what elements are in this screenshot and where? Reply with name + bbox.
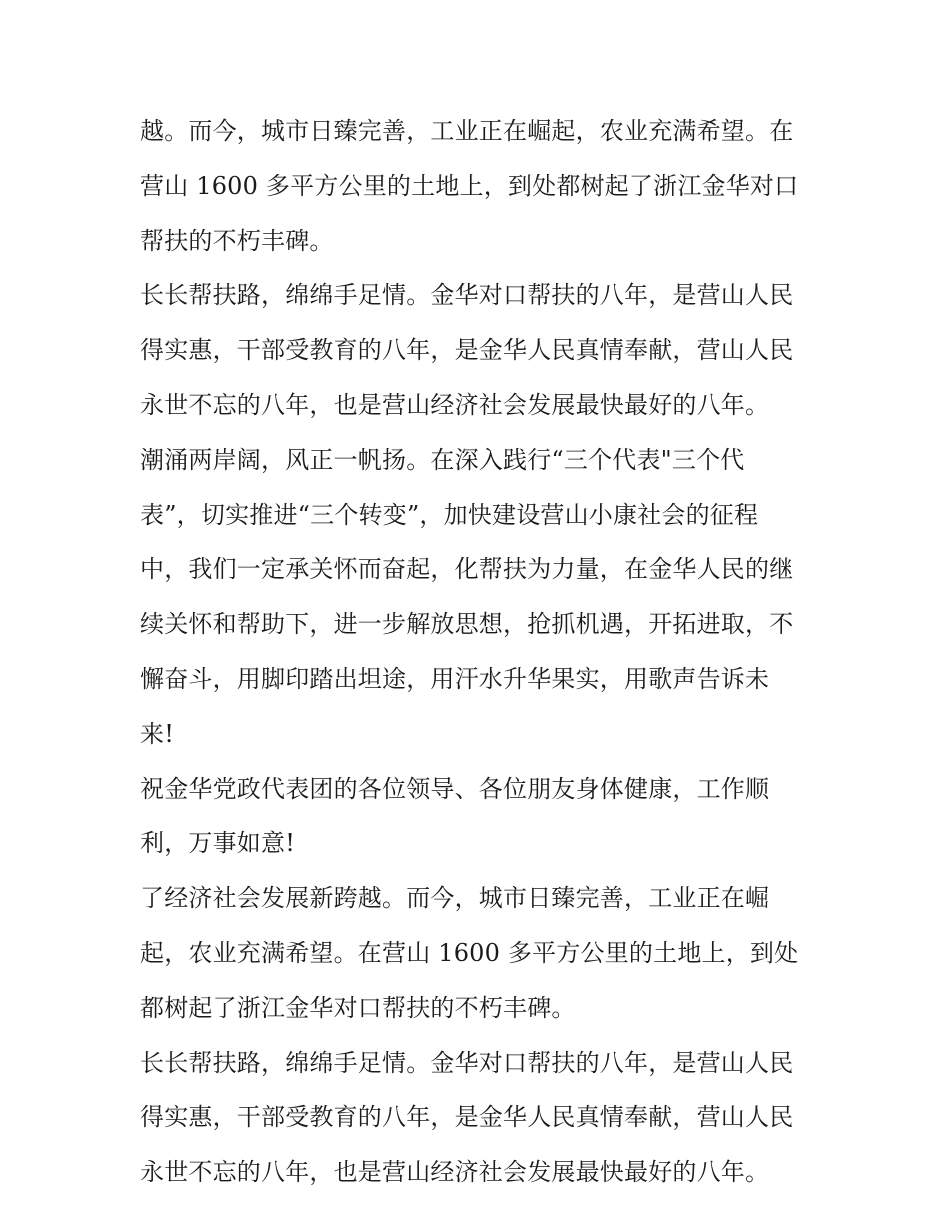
text-line: 利，万事如意! <box>140 829 296 858</box>
text-line: 来! <box>140 719 175 748</box>
text-line: 得实惠，干部受教育的八年，是金华人民真情奉献，营山人民 <box>140 1103 794 1132</box>
body-text <box>140 104 820 1200</box>
text-line: 潮涌两岸阔，风正一帆扬。在深入践行“三个代表"三个代 <box>140 445 745 474</box>
text-line: 了经济社会发展新跨越。而今，城市日臻完善，工业正在崛 <box>140 884 770 913</box>
text-line: 营山 1600 多平方公里的土地上，到处都树起了浙江金华对口 <box>140 171 799 200</box>
text-line: 长长帮扶路，绵绵手足情。金华对口帮扶的八年，是营山人民 <box>140 281 794 310</box>
text-line: 表”，切实推进“三个转变”，加快建设营山小康社会的征程 <box>140 500 759 529</box>
text-line: 永世不忘的八年，也是营山经济社会发展最快最好的八年。 <box>140 1158 770 1187</box>
text-line: 都树起了浙江金华对口帮扶的不朽丰碑。 <box>140 993 576 1022</box>
text-line: 永世不忘的八年，也是营山经济社会发展最快最好的八年。 <box>140 390 770 419</box>
text-line: 帮扶的不朽丰碑。 <box>140 226 334 255</box>
text-line: 祝金华党政代表团的各位领导、各位朋友身体健康，工作顺 <box>140 774 770 803</box>
text-line: 长长帮扶路，绵绵手足情。金华对口帮扶的八年，是营山人民 <box>140 1048 794 1077</box>
text-line: 中，我们一定承关怀而奋起，化帮扶为力量，在金华人民的继 <box>140 555 794 584</box>
text-line: 越。而今，城市日臻完善，工业正在崛起，农业充满希望。在 <box>140 117 794 145</box>
text-line: 续关怀和帮助下，进一步解放思想，抢抓机遇，开拓进取，不 <box>140 610 794 639</box>
text-line: 起，农业充满希望。在营山 1600 多平方公里的土地上，到处 <box>140 938 799 967</box>
text-line: 懈奋斗，用脚印踏出坦途，用汗水升华果实，用歌声告诉未 <box>140 664 770 693</box>
text-line: 得实惠，干部受教育的八年，是金华人民真情奉献，营山人民 <box>140 336 794 365</box>
